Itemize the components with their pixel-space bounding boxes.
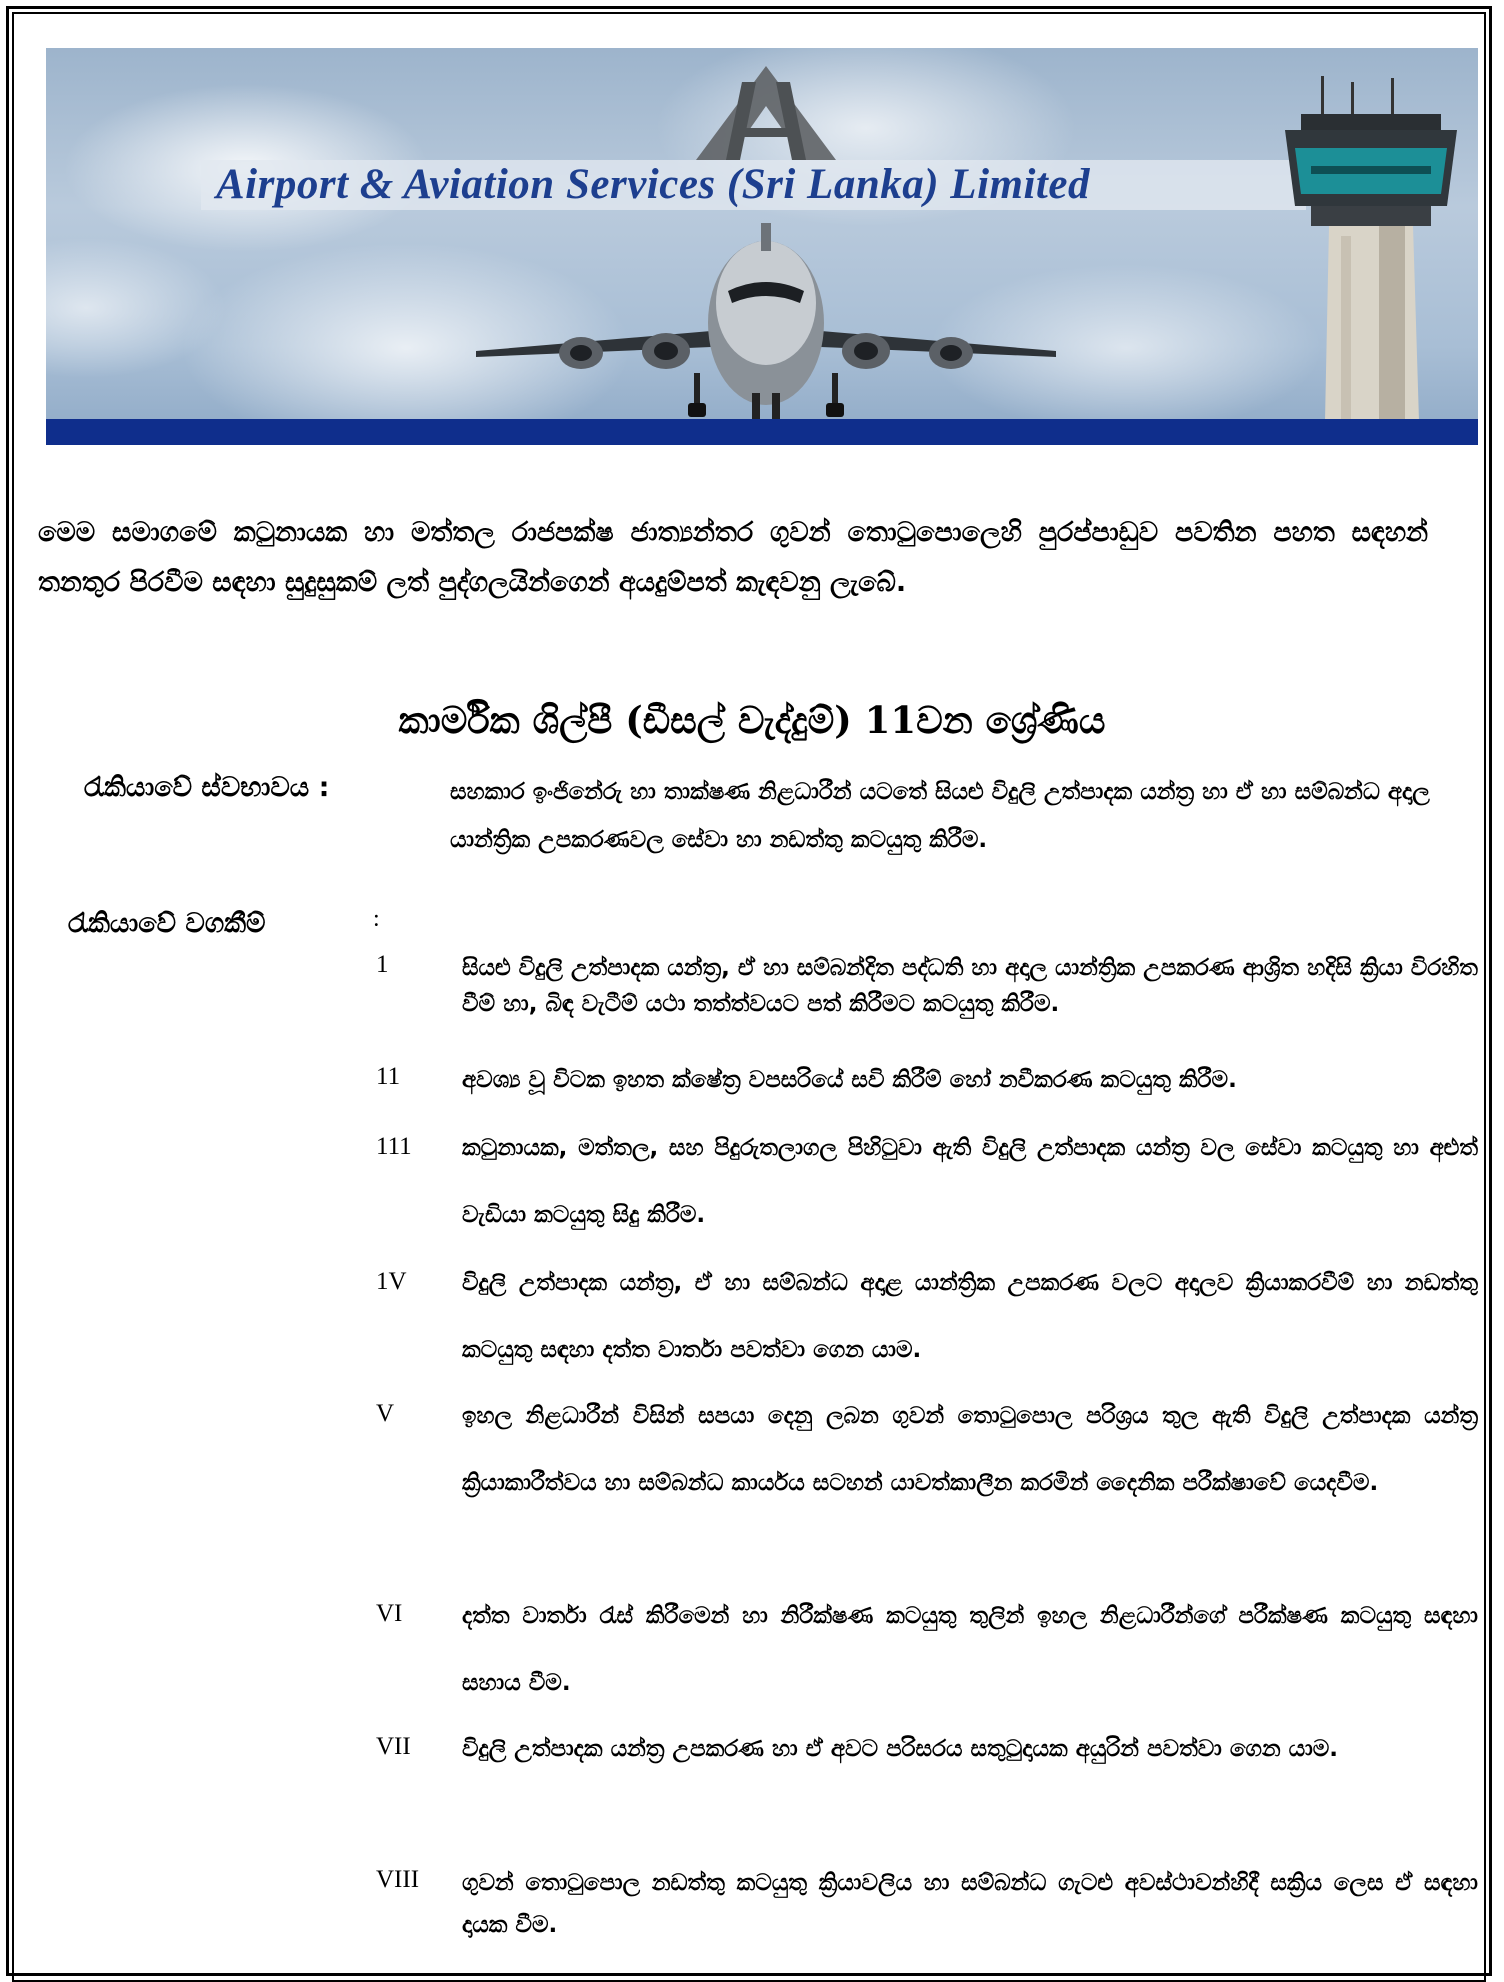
duty-text: අවශ්‍ය වූ විටක ඉහත ක්ෂේත්‍ර වපසරියේ සවි කිරීම් හෝ නවීකරණ කටයුතු කිරීම.	[462, 1067, 1237, 1093]
duty-text: සියළු විදුලි උත්පාදක යන්ත්‍ර, ඒ හා සම්බන්දිත පද්ධති හා අදාල යාන්ත්‍රික උපකරණ ආශ්‍රිත හදිසි ක්‍රියා විරහිත වීම් හා, බිඳ වැටීම් යථා තත්ත්වයට පත් කිරීමට කටයුතු කිරීම.	[462, 955, 1478, 1017]
job-nature-text: සහකාර ඉංජිනේරු හා තාක්ෂණ නිළධාරීන් යටතේ සියළු විදුලි උත්පාදක යන්ත්‍ර හා ඒ හා සම්බන්ධ අදාල යාන්ත්‍රික උපකරණවල සේවා හා නඩත්තු කටයුතු කිරීම.	[450, 779, 1430, 853]
responsibilities-colon: :	[373, 906, 380, 932]
responsibilities-label: රැකියාවේ වගකීම්	[68, 908, 266, 939]
duty-text: ගුවන් තොටුපොල නඩත්තු කටයුතු ක්‍රියාවලිය හා සම්බන්ධ ගැටළු අවස්ථාවන්හිදී සක්‍රිය ලෙස ඒ සඳහා දායක වීම.	[462, 1870, 1478, 1938]
intro-paragraph: මෙම සමාගමේ කටුනායක හා මත්තල රාජපක්ෂ ජාත්‍යන්තර ගුවන් තොටුපොලෙහි පුරප්පාඩුව පවතින පහත සඳහන් තනතුර පිරවීම සඳහා සුදුසුකම් ලත් පුද්ගලයින්ගෙන් අයදුම්පත් කැඳවනු ලැබේ.	[38, 517, 1428, 598]
duty-number: 1	[376, 951, 389, 978]
airplane-icon	[466, 223, 1066, 445]
duty-text: විදුලි උත්පාදක යන්ත්‍ර උපකරණ හා ඒ අවට පරිසරය සතුටුදායක අයුරින් පවත්වා ගෙන යාම.	[462, 1736, 1339, 1762]
aa-logo-icon	[696, 66, 836, 161]
banner-stripe	[46, 419, 1478, 445]
company-name: Airport & Aviation Services (Sri Lanka) Limited	[216, 161, 1090, 208]
duty-number: 1V	[376, 1268, 407, 1295]
duty-text: දත්ත වාර්තා රැස් කිරීමෙන් හා නිරීක්ෂණ කටයුතු තුලින් ඉහල නිළධාරීන්ගේ පරීක්ෂණ කටයුතු සඳහා සහාය වීම.	[462, 1603, 1478, 1696]
duty-text: ඉහල නිළධාරීන් විසින් සපයා දෙනු ලබන ගුවන් තොටුපොල පරිශ්‍රය තුල ඇති විදුලි උත්පාදක යන්ත්‍ර ක්‍රියාකාරීත්වය හා සම්බන්ධ කාර්යය සටහන් යාවත්කාලීන කරමින් දෛනික පරීක්ෂාවේ යෙදවීම.	[462, 1403, 1478, 1496]
duty-number: V	[376, 1400, 395, 1427]
company-banner	[46, 48, 1478, 445]
duty-text: කටුනායක, මත්තල, සහ පිදුරුතලාගල පිහිටුවා ඇති විදුලි උත්පාදක යන්ත්‍ර වල සේවා කටයුතු හා අළුත් වැඩියා කටයුතු සිදු කිරීම.	[462, 1135, 1478, 1228]
duty-number: VIII	[376, 1866, 420, 1893]
job-title-heading: කාර්මික ශිල්පී (ඩීසල් වැද්දුම්) 11වන ශ්‍රේණිය	[398, 698, 1106, 742]
duty-number: 11	[376, 1063, 401, 1090]
duty-text: විදුලි උත්පාදක යන්ත්‍ර, ඒ හා සම්බන්ධ අදාළ යාන්ත්‍රික උපකරණ වලට අදාලව ක්‍රියාකරවීම් හා නඩත්තු කටයුතු සඳහා දත්ත වාර්තා පවත්වා ගෙන යාම.	[462, 1270, 1478, 1363]
duty-number: VII	[376, 1733, 411, 1760]
duty-number: VI	[376, 1600, 403, 1627]
control-tower-icon	[1281, 76, 1461, 421]
job-nature-label: රැකියාවේ ස්වභාවය :	[84, 772, 330, 803]
duty-number: 111	[376, 1133, 412, 1160]
